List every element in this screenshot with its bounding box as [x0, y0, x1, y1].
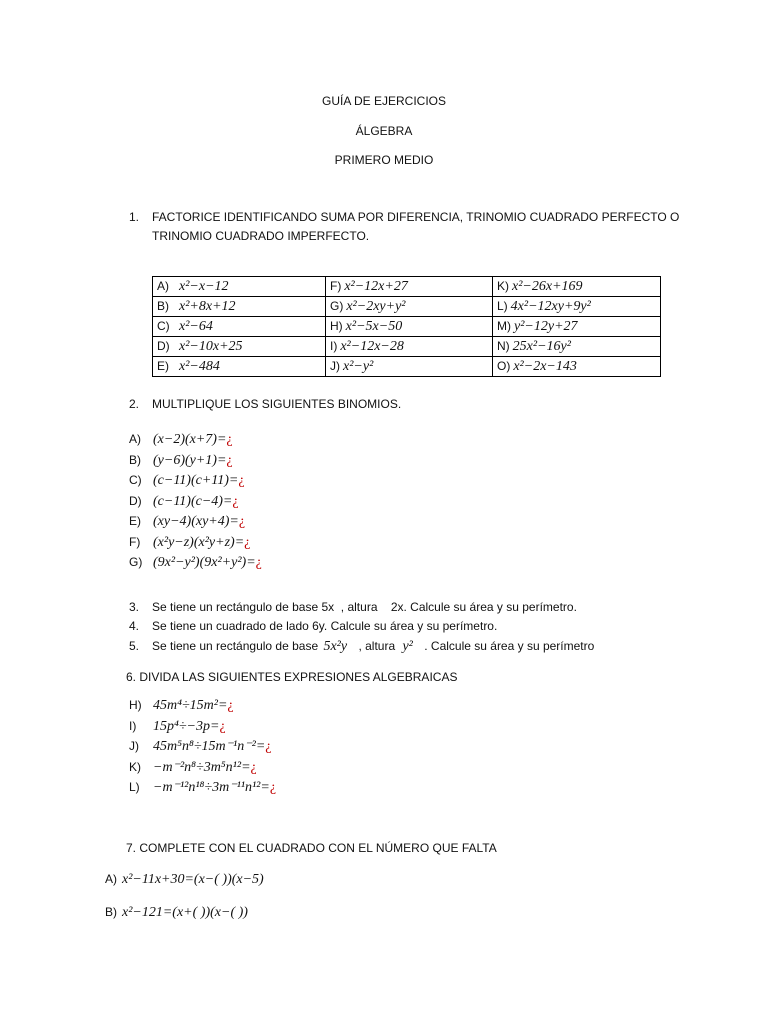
q2-item-label: F)	[129, 534, 141, 549]
q2-answer-placeholder: ¿	[226, 432, 233, 447]
q1-item-label: H)	[330, 318, 343, 333]
q1-item-expr: y²−12y+27	[514, 318, 578, 334]
q1-item-expr: x²−12x−28	[340, 338, 404, 354]
q4-text: Se tiene un cuadrado de lado 6y. Calcule su área y su perímetro.	[152, 619, 498, 633]
q1-item-label: O)	[497, 358, 511, 373]
q1-table-cell	[493, 277, 661, 297]
q1-table-cell	[326, 277, 493, 297]
q1-item-expr: x²−5x−50	[345, 318, 403, 334]
q2-answer-placeholder: ¿	[232, 493, 239, 509]
q6-item-label: J)	[129, 739, 139, 753]
q6-item-label: K)	[129, 759, 141, 774]
q1-table-row	[153, 277, 661, 297]
q5-text-c: . Calcule su área y su perímetro	[424, 639, 595, 653]
q1-item-expr: 4x²−12xy+9y²	[510, 298, 591, 314]
q7-item-label: B)	[105, 905, 117, 919]
q2-answer-placeholder: ¿	[238, 473, 245, 488]
q6-item	[129, 777, 276, 797]
q1-item-label: B)	[157, 298, 169, 313]
q7-item-b	[105, 902, 248, 923]
q1-item-expr: x²−64	[179, 318, 213, 334]
q1-item-expr: x²−484	[179, 358, 220, 374]
q1-item-label: E)	[157, 358, 169, 373]
q1-item-label: K)	[497, 278, 509, 293]
q2-item-expr: (c−11)(c+11)=	[153, 473, 239, 488]
q6-item-expr: −m⁻¹²n¹⁸÷3m⁻¹¹n¹²=	[153, 780, 270, 795]
q5-number: 5.	[129, 639, 140, 653]
q1-table-cell	[326, 337, 493, 357]
q7-title: 7. COMPLETE CON EL CUADRADO CON EL NÚMERO QUE FALTA	[126, 841, 497, 855]
q1-item-expr: x²−2x−143	[513, 358, 577, 374]
q6-item-expr: 45m⁴÷15m²=	[153, 698, 228, 713]
q1-table-cell	[326, 317, 493, 337]
q1-item-label: J)	[330, 358, 340, 373]
doc-subject: ÁLGEBRA	[355, 124, 413, 138]
q2-item-label: G)	[129, 555, 143, 569]
q1-table-cell	[153, 357, 326, 377]
q6-answer-placeholder: ¿	[219, 718, 226, 734]
doc-title: GUÍA DE EJERCICIOS	[321, 94, 447, 108]
q1-item-expr: x²−12x+27	[344, 278, 408, 294]
q1-table-cell	[326, 357, 493, 377]
q2-item-expr: (c−11)(c−4)=	[153, 493, 233, 509]
q1-number: 1.	[129, 210, 140, 224]
q2-item	[129, 532, 250, 552]
q1-table-row	[153, 297, 661, 317]
q1-item-expr: x²+8x+12	[179, 298, 236, 314]
q2-text: MULTIPLIQUE LOS SIGUIENTES BINOMIOS.	[152, 397, 402, 411]
q1-item-label: I)	[330, 338, 338, 353]
q2-answer-placeholder: ¿	[238, 514, 246, 529]
q6-answer-placeholder: ¿	[265, 739, 272, 754]
q1-item-label: A)	[157, 278, 169, 293]
q1-item-expr: x²−10x+25	[179, 338, 243, 354]
q6-item-label: I)	[129, 718, 137, 733]
q1-table-cell	[153, 337, 326, 357]
q2-item-label: C)	[129, 473, 142, 487]
q2-item-expr: (9x²−y²)(9x²+y²)=	[153, 555, 256, 570]
q5-text-a: Se tiene un rectángulo de base	[152, 639, 319, 653]
q6-answer-placeholder: ¿	[250, 759, 257, 775]
q1-table-cell	[326, 297, 493, 317]
q1-table-cell	[493, 297, 661, 317]
q1-table-cell	[153, 277, 326, 297]
q6-item	[129, 695, 234, 715]
q2-item-expr: (xy−4)(xy+4)=	[153, 514, 239, 529]
q1-table-cell	[493, 337, 661, 357]
q2-item-expr: (y−6)(y+1)=	[153, 452, 227, 468]
q1-item-label: D)	[157, 338, 170, 353]
q1-item-label: G)	[330, 298, 344, 313]
q2-answer-placeholder: ¿	[255, 555, 262, 570]
q6-item	[129, 757, 257, 777]
q1-item-label: F)	[330, 278, 342, 293]
q6-answer-placeholder: ¿	[227, 698, 234, 713]
q1-item-label: N)	[497, 338, 510, 353]
q6-item-label: H)	[129, 698, 142, 712]
q1-table-row	[153, 357, 661, 377]
q2-number: 2.	[129, 397, 140, 411]
q1-text-line1: FACTORICE IDENTIFICANDO SUMA POR DIFERENCIA, TRINOMIO CUADRADO PERFECTO O	[152, 210, 680, 224]
q7-item-expr: x²−121=(x+( ))(x−( ))	[122, 905, 248, 920]
q7-item-expr: x²−11x+30=(x−( ))(x−5)	[122, 872, 264, 887]
q6-item-expr: −m⁻²n⁸÷3m⁵n¹²=	[153, 759, 251, 775]
q2-item-expr: (x²y−z)(x²y+z)=	[153, 534, 245, 550]
q5-expr-height: y²	[402, 639, 413, 654]
q1-item-label: M)	[497, 318, 511, 333]
q5-expr-base: 5x²y	[323, 639, 348, 654]
q2-item-label: B)	[129, 452, 141, 467]
q6-title: 6. DIVIDA LAS SIGUIENTES EXPRESIONES ALGEBRAICAS	[126, 670, 458, 684]
q1-table	[152, 276, 661, 377]
q2-item	[129, 470, 245, 490]
q2-item	[129, 552, 262, 572]
q2-item	[129, 511, 245, 531]
q1-item-expr: x²−2xy+y²	[346, 298, 406, 314]
q6-item-label: L)	[129, 780, 140, 794]
q5-text	[152, 637, 594, 656]
q6-item	[129, 716, 226, 736]
q2-item-label: E)	[129, 514, 141, 528]
q3-number: 3.	[129, 600, 140, 614]
q1-table-row	[153, 337, 661, 357]
q6-item	[129, 736, 271, 756]
q1-table-row	[153, 317, 661, 337]
q1-table-cell	[153, 317, 326, 337]
q2-item	[129, 450, 233, 470]
doc-level: PRIMERO MEDIO	[334, 153, 434, 167]
q2-item-expr: (x−2)(x+7)=	[153, 432, 227, 447]
q6-item-expr: 45m⁵n⁸÷15m⁻¹n⁻²=	[153, 739, 266, 754]
q1-item-label: L)	[497, 298, 508, 313]
q1-text-line2: TRINOMIO CUADRADO IMPERFECTO.	[152, 229, 370, 243]
q4-number: 4.	[129, 619, 140, 633]
q1-item-expr: x²−x−12	[179, 278, 229, 294]
q2-item	[129, 429, 233, 449]
q2-answer-placeholder: ¿	[226, 452, 233, 468]
q1-item-label: C)	[157, 318, 170, 333]
q7-item-label: A)	[105, 872, 117, 886]
q1-item-expr: x²−26x+169	[512, 278, 583, 294]
q2-item-label: D)	[129, 493, 142, 508]
q3-text: Se tiene un rectángulo de base 5x , altura 2x. Calcule su área y su perímetro.	[152, 600, 577, 614]
q1-table-cell	[493, 317, 661, 337]
q1-table-cell	[493, 357, 661, 377]
q5-text-b: , altura	[358, 639, 396, 653]
q2-item	[129, 491, 239, 511]
q1-item-expr: 25x²−16y²	[512, 338, 571, 354]
q2-answer-placeholder: ¿	[244, 534, 251, 550]
q6-item-expr: 15p⁴÷−3p=	[153, 718, 220, 734]
q1-item-expr: x²−y²	[343, 358, 374, 374]
q7-item-a	[105, 869, 264, 890]
q6-answer-placeholder: ¿	[269, 780, 277, 795]
q1-table-cell	[153, 297, 326, 317]
q2-item-label: A)	[129, 432, 141, 446]
